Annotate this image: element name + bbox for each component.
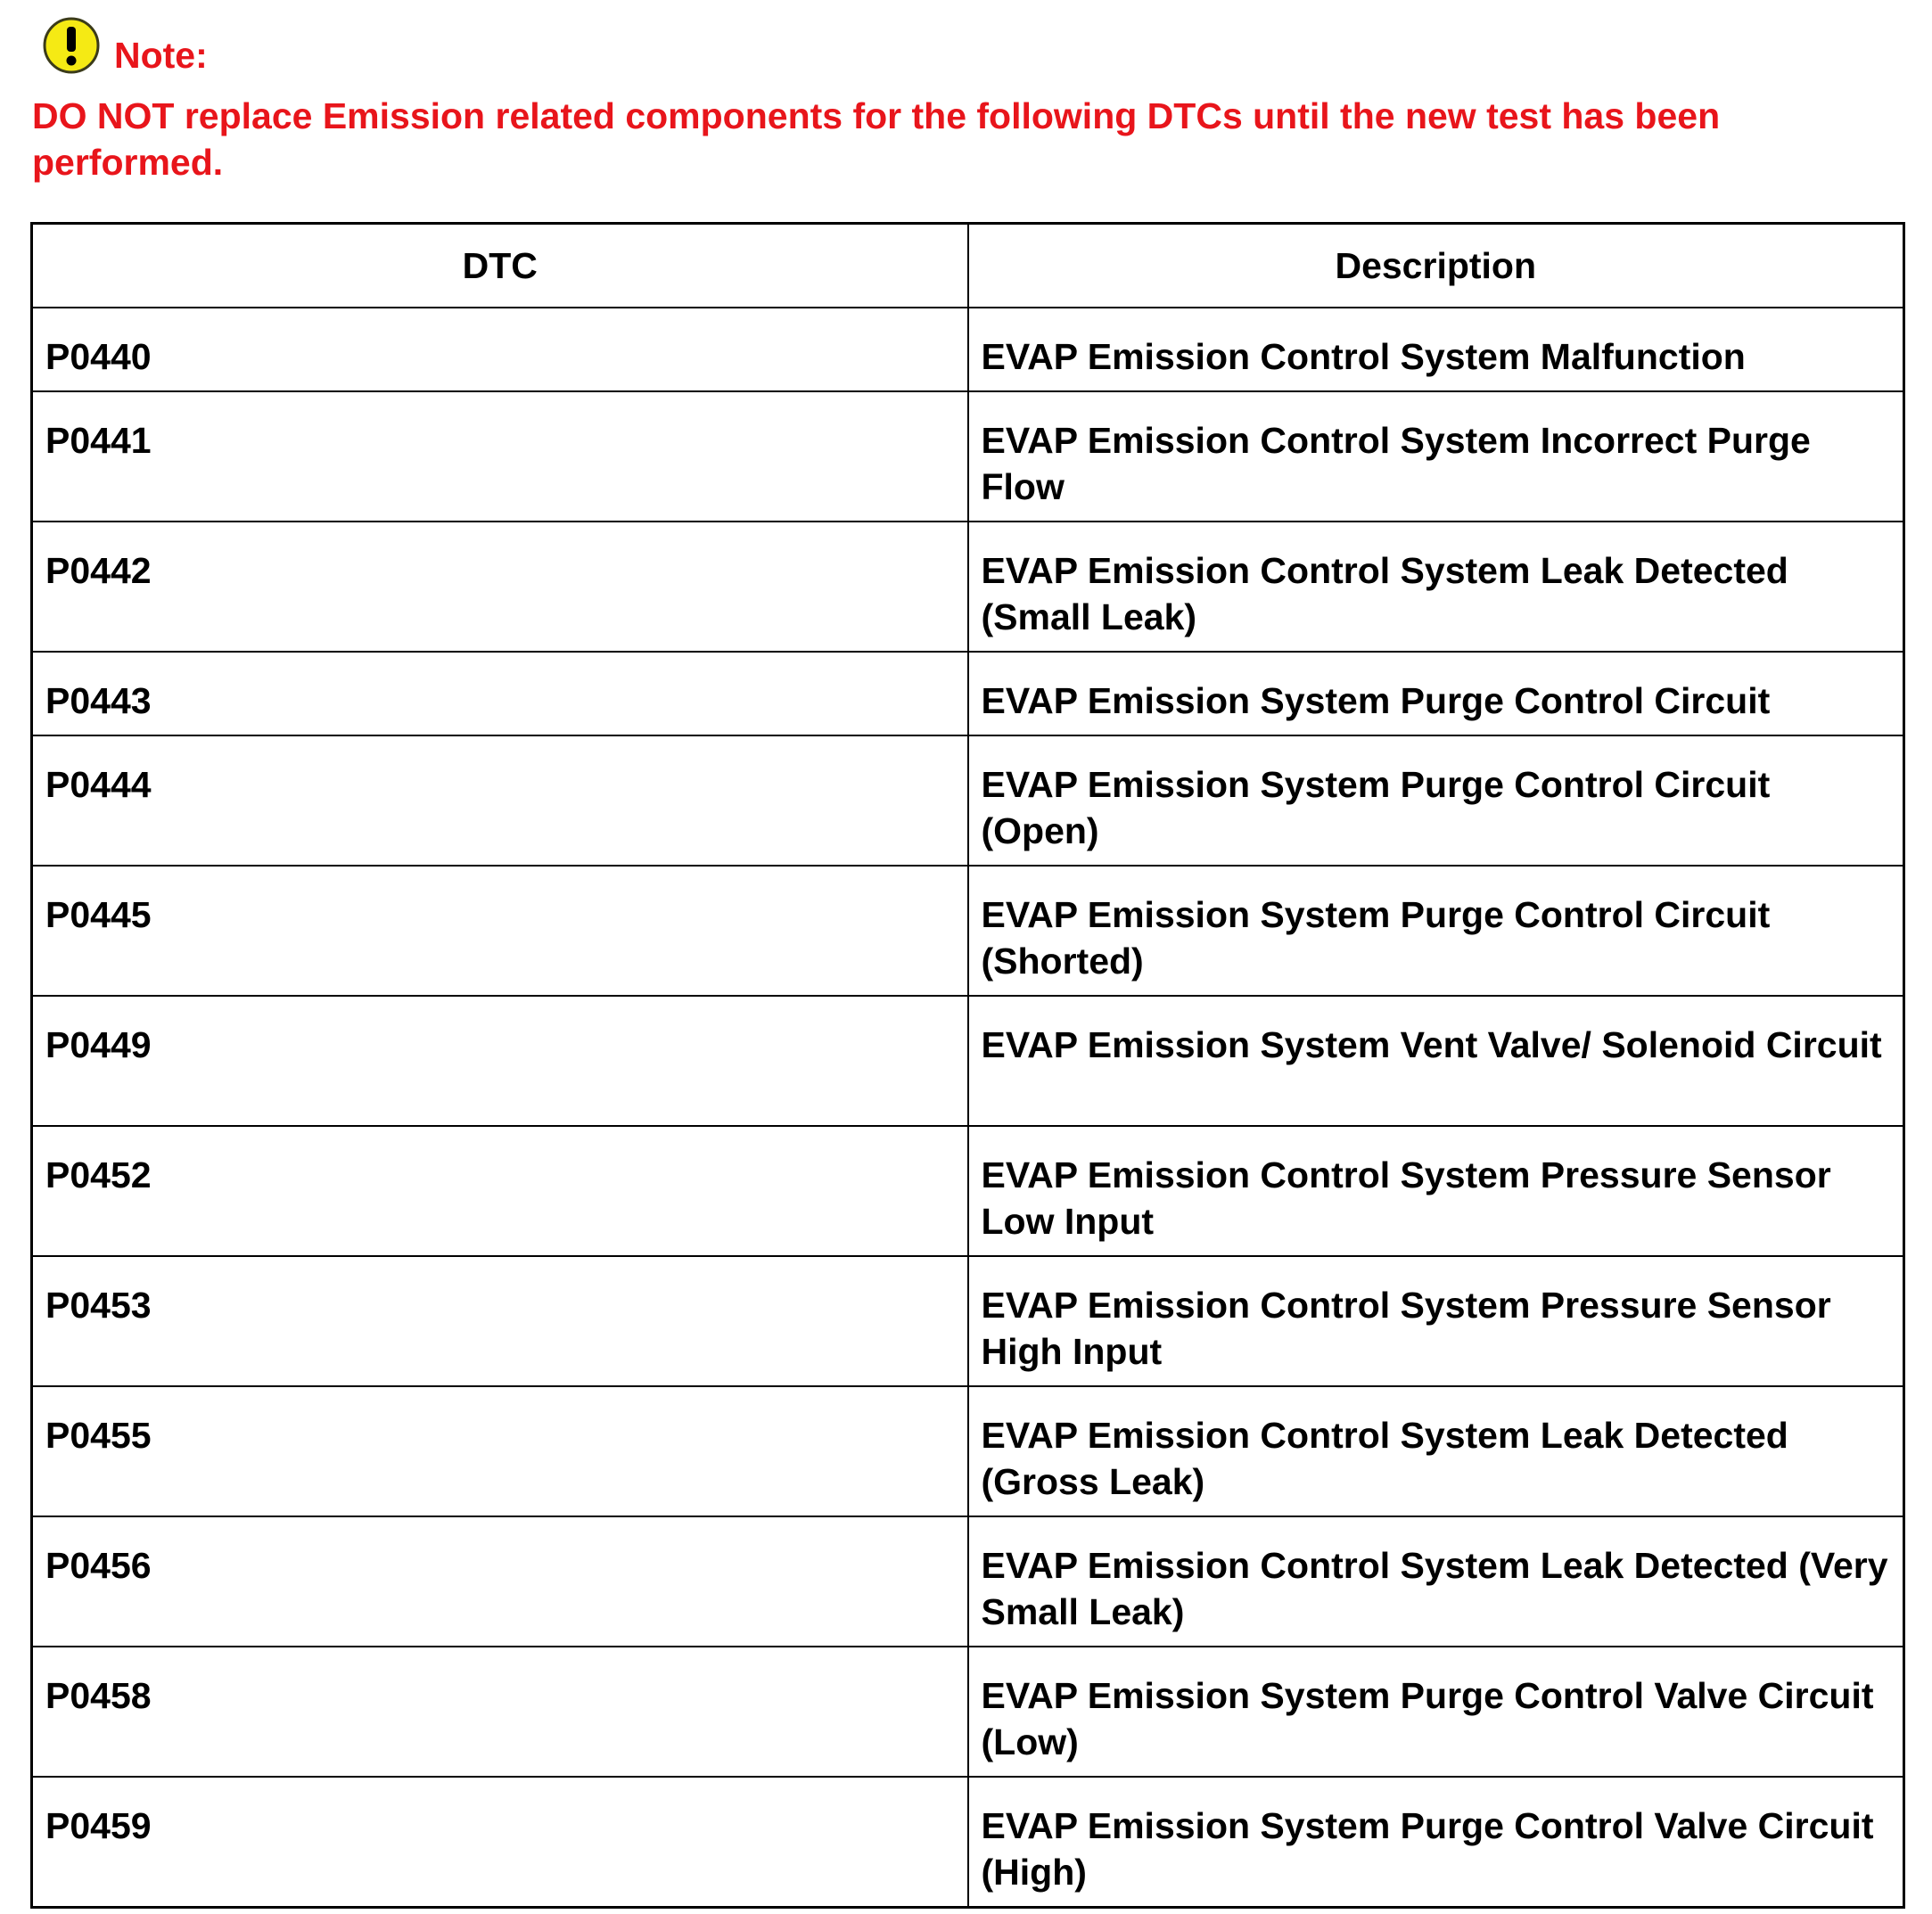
dtc-code: P0452 [32, 1126, 968, 1256]
dtc-description: EVAP Emission Control System Leak Detected (Very Small Leak) [968, 1516, 1904, 1647]
dtc-description: EVAP Emission System Purge Control Circuit (Shorted) [968, 866, 1904, 996]
dtc-code: P0445 [32, 866, 968, 996]
table-row [32, 996, 1904, 1126]
dtc-description: EVAP Emission Control System Leak Detected (Small Leak) [968, 522, 1904, 652]
note-header [41, 14, 208, 77]
note-label: Note: [114, 34, 208, 76]
dtc-code: P0441 [32, 391, 968, 522]
dtc-description: EVAP Emission System Purge Control Circuit [968, 652, 1904, 735]
dtc-description: EVAP Emission Control System Incorrect Purge Flow [968, 391, 1904, 522]
table-row [32, 866, 1904, 996]
dtc-description: EVAP Emission Control System Pressure Sensor High Input [968, 1256, 1904, 1386]
table-row [32, 308, 1904, 391]
table-header-row [32, 224, 1904, 308]
dtc-code: P0456 [32, 1516, 968, 1647]
dtc-code: P0455 [32, 1386, 968, 1516]
table-row [32, 391, 1904, 522]
dtc-code: P0449 [32, 996, 968, 1126]
dtc-description: EVAP Emission System Purge Control Circuit (Open) [968, 735, 1904, 866]
dtc-code: P0440 [32, 308, 968, 391]
dtc-column-header: DTC [32, 224, 968, 308]
dtc-description: EVAP Emission Control System Malfunction [968, 308, 1904, 391]
description-column-header: Description [968, 224, 1904, 308]
dtc-code: P0444 [32, 735, 968, 866]
table-row [32, 1256, 1904, 1386]
table-row [32, 1386, 1904, 1516]
table-row [32, 1647, 1904, 1777]
dtc-description: EVAP Emission System Vent Valve/ Solenoid Circuit [968, 996, 1904, 1126]
dtc-code: P0453 [32, 1256, 968, 1386]
dtc-code: P0459 [32, 1777, 968, 1908]
dtc-description: EVAP Emission Control System Pressure Sensor Low Input [968, 1126, 1904, 1256]
table-row [32, 1777, 1904, 1908]
dtc-description: EVAP Emission System Purge Control Valve Circuit (High) [968, 1777, 1904, 1908]
dtc-code: P0458 [32, 1647, 968, 1777]
table-row [32, 652, 1904, 735]
dtc-code: P0442 [32, 522, 968, 652]
dtc-table [30, 222, 1905, 1909]
table-row [32, 1516, 1904, 1647]
table-row [32, 522, 1904, 652]
dtc-description: EVAP Emission Control System Leak Detected (Gross Leak) [968, 1386, 1904, 1516]
dtc-code: P0443 [32, 652, 968, 735]
table-row [32, 1126, 1904, 1256]
warning-exclamation-icon [41, 15, 102, 76]
dtc-description: EVAP Emission System Purge Control Valve Circuit (Low) [968, 1647, 1904, 1777]
warning-text: DO NOT replace Emission related components for the following DTCs until the new test has been performed. [32, 95, 1721, 183]
table-row [32, 735, 1904, 866]
